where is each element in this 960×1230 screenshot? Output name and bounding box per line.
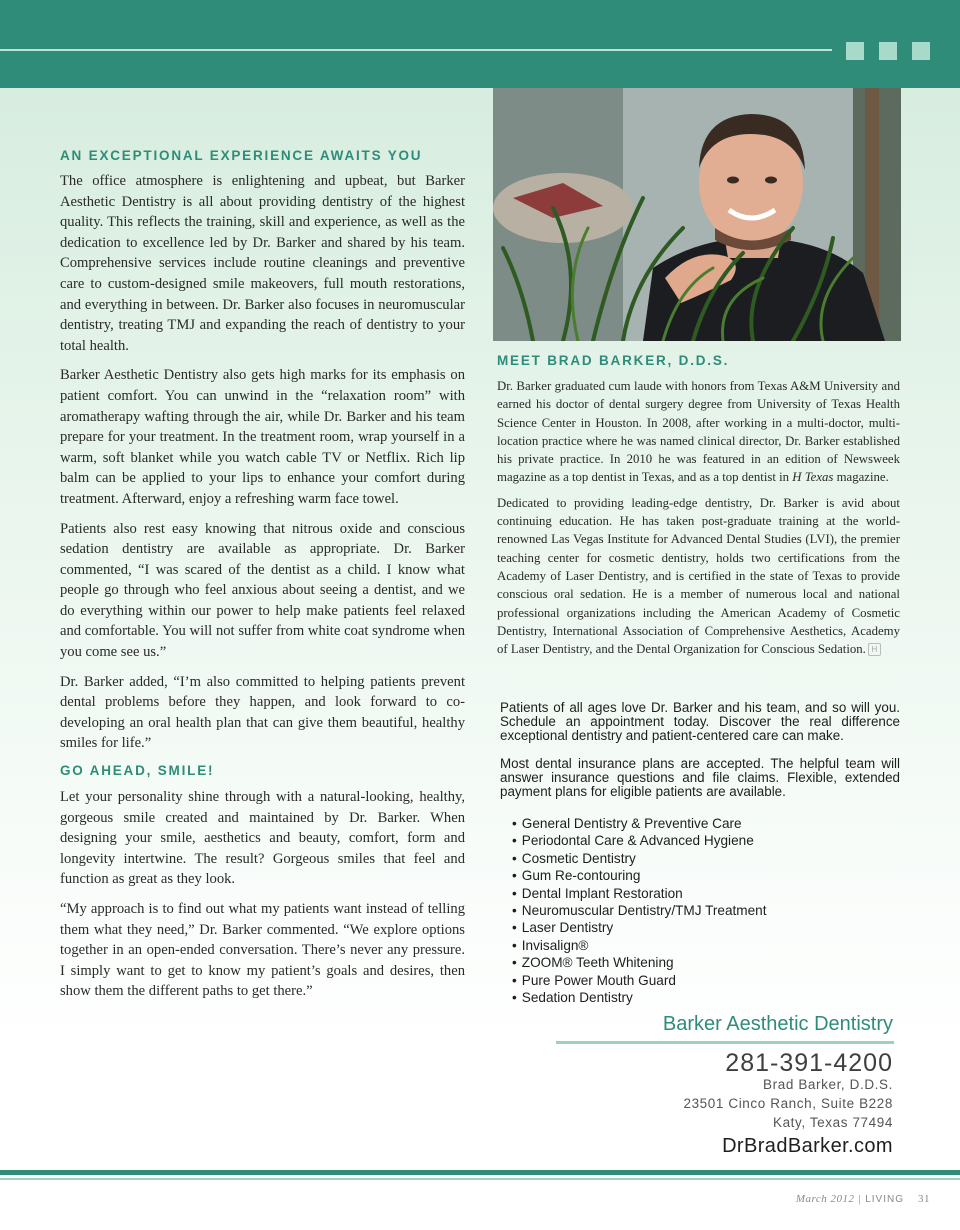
bio-column	[497, 353, 900, 665]
bio-text: Dedicated to providing leading-edge dentistry, Dr. Barker is avid about continuing education. He has taken post-graduate training at the world-renowned Las Vegas Institute for Advanced Dental Studies (LVI), the premier teaching center for cosmetic dentistry, holds two certifications from the Academy of Laser Dentistry, and is certified in the state of Texas to provide conscious oral sedation. He is a member of numerous local and national professional organizations including the American Academy of Cosmetic Dentistry, International Association of Comprehensive Aesthetics, Academy of Laser Dentistry, and the Dental Organization for Conscious Sedation.	[497, 495, 900, 657]
end-mark-icon: H	[868, 643, 881, 656]
page-footer	[796, 1193, 930, 1205]
list-item: • Gum Re-contouring	[512, 867, 767, 884]
list-item: • ZOOM® Teeth Whitening	[512, 954, 767, 971]
list-item: • General Dentistry & Preventive Care	[512, 815, 767, 832]
bio-text: magazine.	[833, 470, 889, 485]
list-item: • Dental Implant Restoration	[512, 885, 767, 902]
article-paragraph: Barker Aesthetic Dentistry also gets high marks for its emphasis on patient comfort. You can unwind in the “relaxation room” with aromatherapy wafting through the air, while Dr. Barker and his team prepare for your treatment. In the treatment room, wrap yourself in a warm, soft blanket while you watch cable TV or Netflix. Rich lip balm can be applied to your lips to enhance your comfort during treatment. Afterward, enjoy a refreshing warm face towel.	[60, 367, 465, 507]
list-item: • Invisalign®	[512, 937, 767, 954]
contact-divider	[556, 1041, 894, 1044]
list-item: • Laser Dentistry	[512, 919, 767, 936]
ad-paragraph: Most dental insurance plans are accepted. The helpful team will answer insurance questions and file claims. Flexible, extended payment plans for eligible patients are available.	[500, 756, 900, 799]
business-name: Barker Aesthetic Dentistry	[662, 1013, 893, 1035]
footer-separator: |	[858, 1193, 862, 1205]
list-item: • Neuromuscular Dentistry/TMJ Treatment	[512, 902, 767, 919]
ad-paragraph: Patients of all ages love Dr. Barker and his team, and so will you. Schedule an appointment today. Discover the real difference exceptional dentistry and patient-centered care can make.	[500, 700, 900, 743]
magazine-name: H Texas	[792, 470, 834, 485]
services-list	[512, 815, 767, 1006]
city-address: Katy, Texas 77494	[772, 1115, 893, 1130]
decorative-square-icon	[912, 42, 930, 60]
bio-paragraph	[497, 494, 900, 659]
footer-bar	[0, 1170, 960, 1175]
article-paragraph: “My approach is to find out what my patients want instead of telling them what they need,” Dr. Barker commented. “We explore options together in an open-ended conversation. There’s never any pressure. I simply want to get to know my patient’s goals and desires, then show them the different paths to get there.”	[60, 901, 465, 1000]
doctor-name: Brad Barker, D.D.S.	[763, 1077, 893, 1092]
article-paragraph: Patients also rest easy knowing that nitrous oxide and conscious sedation dentistry are available as appropriate. Dr. Barker commented, “I was scared of the dentist as a child. I know what people go through who feel anxious about seeing a dentist, and we do everything within our power to help make patients feel relaxed and comfortable. You will not suffer from white coat syndrome when you come see us.”	[60, 520, 465, 661]
street-address: 23501 Cinco Ranch, Suite B228	[683, 1096, 893, 1111]
website-url: DrBradBarker.com	[722, 1135, 893, 1157]
doctor-portrait-photo	[493, 88, 901, 341]
issue-date: March 2012	[795, 1193, 855, 1205]
section-heading-smile: GO AHEAD, SMILE!	[60, 763, 215, 779]
section-heading-experience: AN EXCEPTIONAL EXPERIENCE AWAITS YOU	[60, 148, 423, 163]
article-paragraph: Dr. Barker added, “I’m also committed to helping patients prevent dental problems before they happen, and look forward to co-developing an oral health plan that can give them beautiful, healthy smiles for life.”	[60, 673, 465, 752]
article-paragraph: The office atmosphere is enlightening and upbeat, but Barker Aesthetic Dentistry is all about providing dentistry of the highest quality. This reflects the training, skill and experience, as well as the dedication to excellence led by Dr. Barker and shared by his team. Comprehensive services include routine cleanings and preventive care to custom-designed smile makeovers, full mouth restorations, and everything in between. Dr. Barker also focuses in neuromuscular dentistry, treating TMJ and expanding the reach of dentistry to your total health.	[60, 173, 465, 354]
decorative-square-icon	[879, 42, 897, 60]
footer-bar-thin	[0, 1178, 960, 1180]
header-rule	[0, 49, 832, 51]
decorative-square-icon	[846, 42, 864, 60]
list-item: • Sedation Dentistry	[512, 989, 767, 1006]
bio-paragraph	[497, 377, 900, 487]
section-name: LIVING	[865, 1194, 904, 1205]
section-heading-meet-doctor: MEET BRAD BARKER, D.D.S.	[497, 353, 730, 368]
list-item: • Periodontal Care & Advanced Hygiene	[512, 832, 767, 849]
bio-text: Dr. Barker graduated cum laude with honors from Texas A&M University and earned his doctor of dental surgery degree from University of Texas Health Science Center in Houston. In 2008, after working in a multi-doctor, multi-location practice where he was named clinical director, Dr. Barker established his private practice. In 2010 he was featured in an edition of Newsweek magazine as a top dentist in Texas, and as a top dentist in	[497, 379, 900, 485]
list-item: • Pure Power Mouth Guard	[512, 972, 767, 989]
header-banner	[0, 0, 960, 88]
article-paragraph: Let your personality shine through with a natural-looking, healthy, gorgeous smile created and maintained by Dr. Barker. When designing your smile, aesthetics and beauty, comfort, form and longevity intertwine. The result? Gorgeous smiles that feel and function as great as they look.	[60, 789, 465, 888]
article-left-column	[60, 148, 465, 1011]
list-item: • Cosmetic Dentistry	[512, 850, 767, 867]
page-number: 31	[918, 1193, 930, 1205]
phone-number: 281-391-4200	[725, 1049, 893, 1077]
portrait-illustration	[493, 88, 901, 341]
